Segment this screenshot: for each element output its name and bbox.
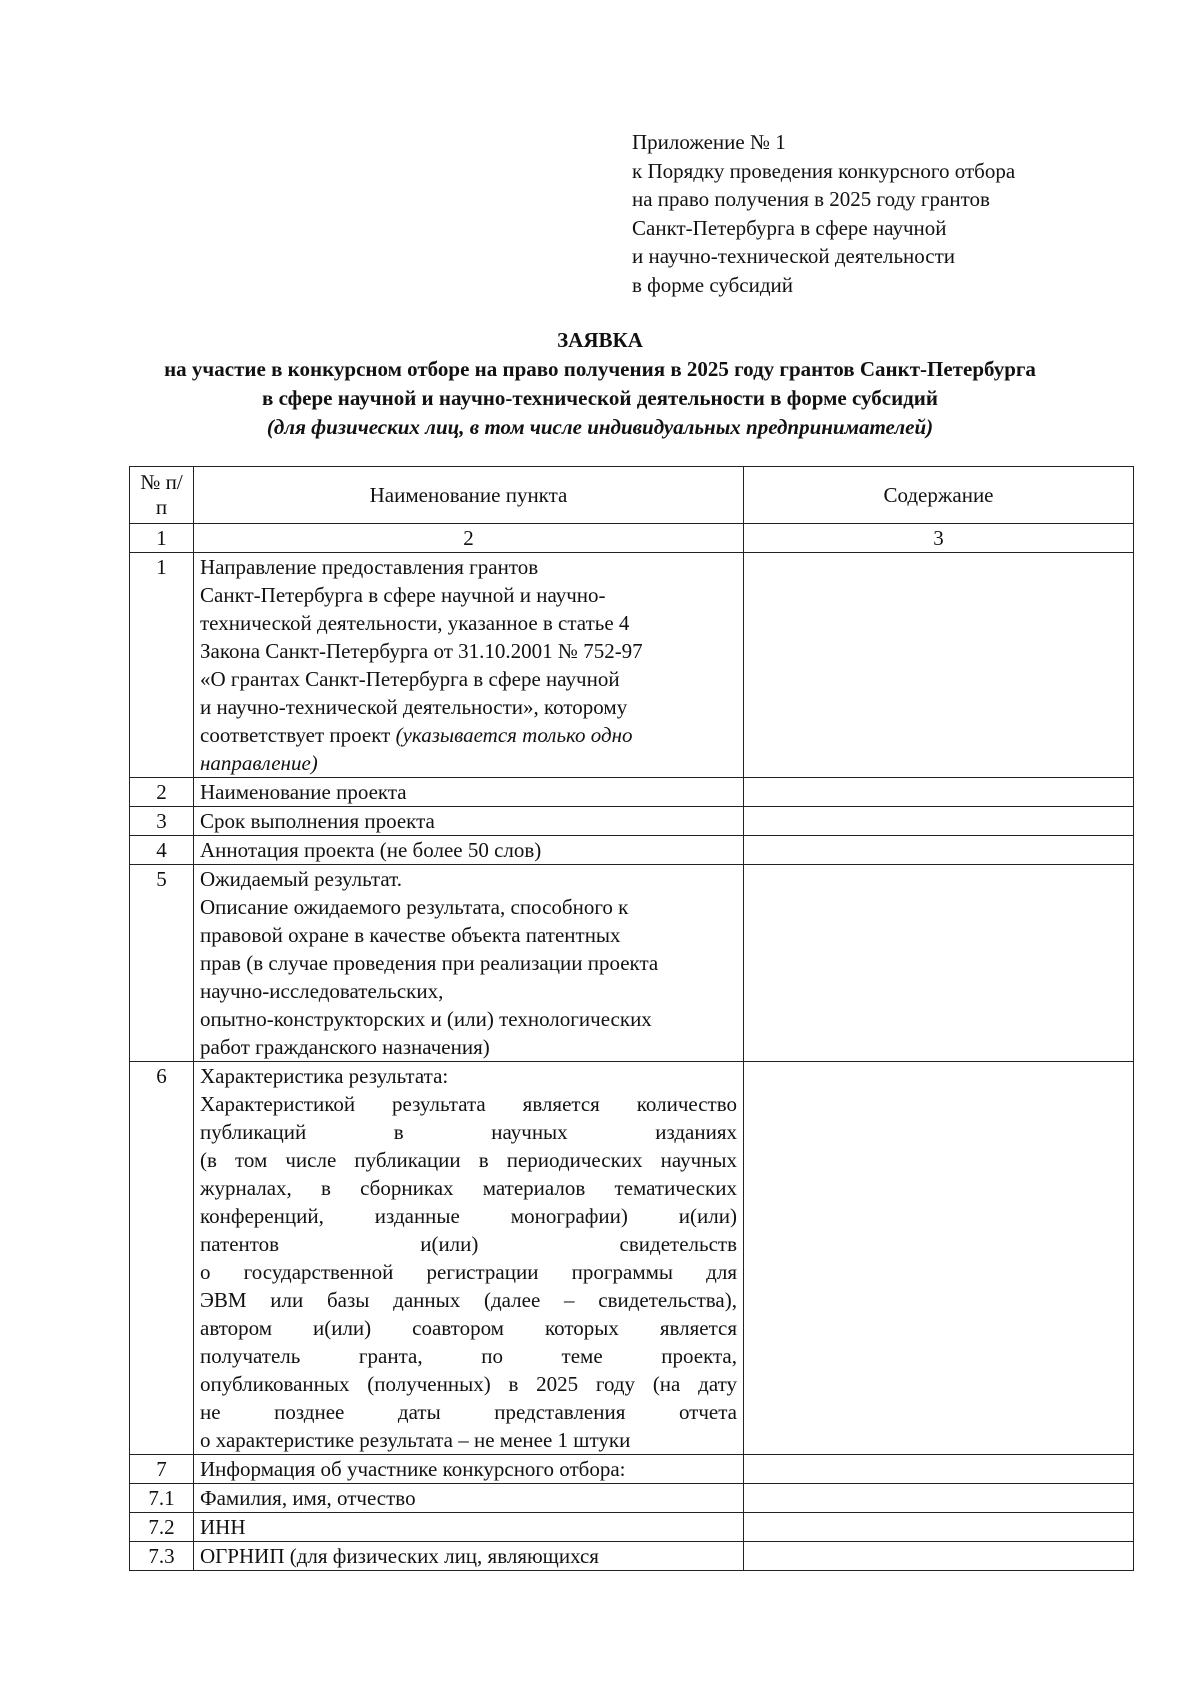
- row-name: Срок выполнения проекта: [194, 807, 744, 836]
- appendix-line: и научно-технической деятельности: [632, 244, 956, 268]
- row-name: [194, 553, 744, 778]
- table-row: [130, 1542, 1134, 1571]
- appendix-line: на право получения в 2025 году грантов: [632, 187, 990, 211]
- row-name-line: конференций, изданные монографии) и(или): [200, 1204, 737, 1228]
- table-header-row: [130, 467, 1134, 524]
- row-name-line: Характеристика результата:: [200, 1064, 449, 1088]
- row-content[interactable]: [744, 1062, 1134, 1455]
- table-row: [130, 1455, 1134, 1484]
- row-name-line: [200, 721, 737, 749]
- header-name: Наименование пункта: [194, 467, 744, 524]
- row-name-line: технической деятельности, указанное в статье 4: [200, 611, 630, 635]
- row-name-line: «О грантах Санкт-Петербурга в сфере научной: [200, 667, 620, 691]
- appendix-note: [632, 128, 1015, 299]
- row-number: 6: [130, 1062, 194, 1455]
- row-content[interactable]: [744, 778, 1134, 807]
- row-name-line: и научно-технической деятельности», которому: [200, 695, 628, 719]
- row-name-line: Ожидаемый результат.: [200, 867, 402, 891]
- row-name-line: Характеристикой результата является количество: [200, 1092, 737, 1116]
- table-row: [130, 836, 1134, 865]
- row-name-line: получатель гранта, по теме проекта,: [200, 1344, 737, 1368]
- appendix-line: в форме субсидий: [632, 272, 793, 297]
- row-name-line: ЭВМ или базы данных (далее – свидетельства),: [200, 1288, 737, 1312]
- document-title: ЗАЯВКА: [557, 328, 643, 352]
- row-number: 7: [130, 1455, 194, 1484]
- row-name-line: правовой охране в качестве объекта патентных: [200, 923, 621, 947]
- row-number: 5: [130, 865, 194, 1062]
- row-name: Аннотация проекта (не более 50 слов): [194, 836, 744, 865]
- row-name-line: опытно-конструкторских и (или) технологических: [200, 1007, 652, 1031]
- row-content[interactable]: [744, 1484, 1134, 1513]
- row-content[interactable]: [744, 865, 1134, 1062]
- row-name-line: работ гражданского назначения): [200, 1035, 490, 1059]
- row-number: 2: [130, 778, 194, 807]
- table-row: [130, 778, 1134, 807]
- row-content[interactable]: [744, 836, 1134, 865]
- row-name-line: публикаций в научных изданиях: [200, 1120, 737, 1144]
- row-name: ОГРНИП (для физических лиц, являющихся: [194, 1542, 744, 1571]
- document-title-block: [100, 326, 1100, 442]
- row-number: 7.3: [130, 1542, 194, 1571]
- row-name: ИНН: [194, 1513, 744, 1542]
- row-name-line: Санкт-Петербурга в сфере научной и научно-: [200, 583, 606, 607]
- row-content[interactable]: [744, 553, 1134, 778]
- row-name: [194, 1062, 744, 1455]
- row-name-line: опубликованных (полученных) в 2025 году (на дату: [200, 1372, 737, 1396]
- row-name: Информация об участнике конкурсного отбора:: [194, 1455, 744, 1484]
- row-number: 1: [130, 553, 194, 778]
- table-row: [130, 553, 1134, 778]
- appendix-line: Приложение № 1: [632, 130, 786, 154]
- row-number: 7.2: [130, 1513, 194, 1542]
- row-name: Фамилия, имя, отчество: [194, 1484, 744, 1513]
- column-number-row: [130, 524, 1134, 553]
- row-name-line: журналах, в сборниках материалов тематических: [200, 1176, 737, 1200]
- row-name-line: о государственной регистрации программы для: [200, 1260, 737, 1284]
- column-number: 2: [194, 524, 744, 553]
- row-name-line: (в том числе публикации в периодических научных: [200, 1148, 737, 1172]
- row-name-line: не позднее даты представления отчета: [200, 1400, 737, 1424]
- table-row: [130, 865, 1134, 1062]
- row-number: 4: [130, 836, 194, 865]
- row-name-line: прав (в случае проведения при реализации проекта: [200, 951, 659, 975]
- row-name-italic-note: (указывается только одно: [395, 723, 633, 747]
- row-number: 3: [130, 807, 194, 836]
- row-name: Наименование проекта: [194, 778, 744, 807]
- column-number: 3: [744, 524, 1134, 553]
- header-num: № п/п: [130, 467, 194, 524]
- row-name-line: Направление предоставления грантов: [200, 555, 539, 579]
- document-subtitle: на участие в конкурсном отборе на право получения в 2025 году грантов Санкт-Петербурга: [164, 357, 1036, 381]
- row-content[interactable]: [744, 1542, 1134, 1571]
- row-name-line: о характеристике результата – не менее 1 штуки: [200, 1428, 631, 1452]
- table-row: [130, 807, 1134, 836]
- table-row: [130, 1484, 1134, 1513]
- table-row: [130, 1062, 1134, 1455]
- application-form-table: [129, 466, 1134, 1571]
- appendix-line: к Порядку проведения конкурсного отбора: [632, 158, 1016, 183]
- row-name-line: научно-исследовательских,: [200, 979, 444, 1003]
- document-subtitle: в сфере научной и научно-технической деятельности в форме субсидий: [262, 386, 938, 410]
- document-subtitle-italic: (для физических лиц, в том числе индивидуальных предпринимателей): [266, 415, 934, 439]
- row-name-line: патентов и(или) свидетельств: [200, 1232, 737, 1256]
- row-content[interactable]: [744, 807, 1134, 836]
- appendix-line: Санкт-Петербурга в сфере научной: [632, 215, 947, 240]
- table-row: [130, 1513, 1134, 1542]
- row-content[interactable]: [744, 1513, 1134, 1542]
- row-name-line: Закона Санкт-Петербурга от 31.10.2001 № 752-97: [200, 639, 643, 663]
- row-name-line: автором и(или) соавтором которых является: [200, 1316, 737, 1340]
- row-name: [194, 865, 744, 1062]
- row-name-line: Описание ожидаемого результата, способного к: [200, 895, 629, 919]
- row-number: 7.1: [130, 1484, 194, 1513]
- header-content: Содержание: [744, 467, 1134, 524]
- column-number: 1: [130, 524, 194, 553]
- row-name-text: соответствует проект: [200, 723, 396, 747]
- row-content[interactable]: [744, 1455, 1134, 1484]
- row-name-italic-note: направление): [200, 751, 318, 775]
